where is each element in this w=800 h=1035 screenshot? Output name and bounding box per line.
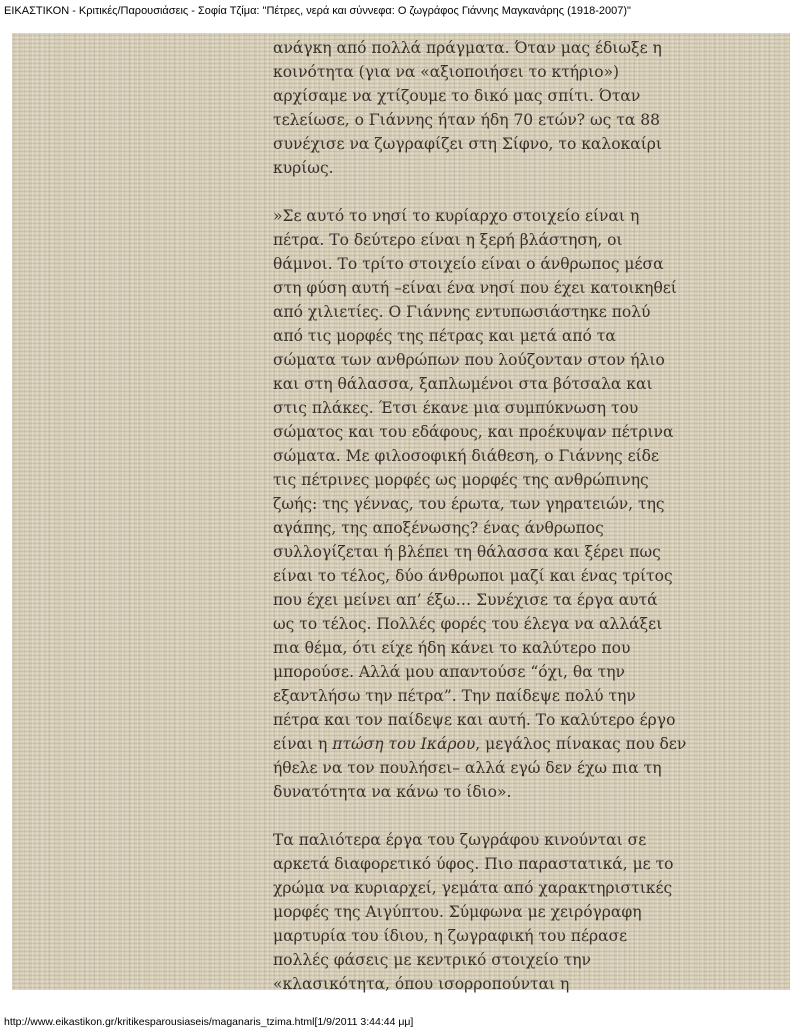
text-line: πέτρα. Το δεύτερο είναι η ξερή βλάστηση, οι: [273, 231, 623, 249]
text-line: ζωής: της γέννας, του έρωτα, των γηρατειών, της: [273, 495, 665, 513]
text-line: είναι η πτώση του Ικάρου, μεγάλος πίνακας που δεν: [273, 735, 687, 753]
text-line: ήθελε να τον πουλήσει– αλλά εγώ δεν έχω πια τη: [273, 759, 662, 777]
text-line: »Σε αυτό το νησί το κυρίαρχο στοιχείο είναι η: [273, 207, 640, 225]
article-text: [273, 36, 687, 996]
text-line: αρχίσαμε να χτίζουμε το δικό μας σπίτι. Όταν: [273, 87, 641, 105]
text-line: που έχει μείνει απ’ έξω… Συνέχισε τα έργα αυτά: [273, 591, 658, 609]
text-line: πια θέμα, ότι είχε ήδη κάνει το καλύτερο που: [273, 639, 631, 657]
text-line: κυρίως.: [273, 159, 334, 177]
paragraph: [273, 828, 674, 996]
text-line: ως το τέλος. Πολλές φορές του έλεγα να αλλάξει: [273, 615, 663, 633]
text-line: θάμνοι. Το τρίτο στοιχείο είναι ο άνθρωπος μέσα: [273, 255, 664, 273]
text-line: συλλογίζεται ή βλέπει τη θάλασσα και ξέρει πως: [273, 543, 661, 561]
text-line: μορφές της Αιγύπτου. Σύμφωνα με χειρόγραφη: [273, 903, 642, 921]
paragraph: [273, 204, 687, 804]
text-line: κοινότητα (για να «αξιοποιήσει το κτήριο»): [273, 63, 620, 81]
text-line: από τις μορφές της πέτρας και μετά από τα: [273, 327, 616, 345]
print-header-title: ΕΙΚΑΣΤΙΚΟΝ - Κριτικές/Παρουσιάσεις - Σοφία Τζίμα: "Πέτρες, νερά και σύννεφα: Ο ζωγράφος Γιάννης Μαγκανάρης (1918-2007)": [4, 5, 631, 17]
text-line: «κλασικότητα, όπου ισορροπούνται η: [273, 975, 570, 993]
text-line: από χιλιετίες. Ο Γιάννης εντυπωσιάστηκε πολύ: [273, 303, 651, 321]
text-line: συνέχισε να ζωγραφίζει στη Σίφνο, το καλοκαίρι: [273, 135, 662, 153]
text-line: μπορούσε. Αλλά μου απαντούσε “όχι, θα την: [273, 663, 625, 681]
text-line: είναι το τέλος, δύο άνθρωποι μαζί και ένας τρίτος: [273, 567, 673, 585]
text-line: τελείωσε, ο Γιάννης ήταν ήδη 70 ετών? ως τα 88: [273, 111, 660, 129]
text-line: και στη θάλασσα, ξαπλωμένοι στα βότσαλα και: [273, 375, 653, 393]
text-line: ανάγκη από πολλά πράγματα. Όταν μας έδιωξε η: [273, 39, 662, 57]
paragraph: [273, 36, 662, 180]
text-line: σώματα. Με φιλοσοφική διάθεση, ο Γιάννης είδε: [273, 447, 660, 465]
print-footer-url: http://www.eikastikon.gr/kritikesparousiaseis/maganaris_tzima.html[1/9/2011 3:44:44 μμ]: [4, 1016, 414, 1028]
text-line: πέτρα και τον παίδεψε και αυτή. Το καλύτερο έργο: [273, 711, 676, 729]
text-line: χρώμα να κυριαρχεί, γεμάτα από χαρακτηριστικές: [273, 879, 673, 897]
text-line: στις πλάκες. Έτσι έκανε μια συμπύκνωση του: [273, 399, 639, 417]
text-line: σώματος και του εδάφους, και προέκυψαν πέτρινα: [273, 423, 674, 441]
text-line: εξαντλήσω την πέτρα”. Την παίδεψε πολύ την: [273, 687, 636, 705]
text-line: μαρτυρία του ίδιου, η ζωγραφική του πέρασε: [273, 927, 628, 945]
text-line: πολλές φάσεις με κεντρικό στοιχείο την: [273, 951, 591, 969]
text-line: στη φύση αυτή –είναι ένα νησί που έχει κατοικηθεί: [273, 279, 677, 297]
text-line: αρκετά διαφορετικό ύφος. Πιο παραστατικά, με το: [273, 855, 674, 873]
text-line: τις πέτρινες μορφές ως μορφές της ανθρώπινης: [273, 471, 649, 489]
document-page: [12, 33, 790, 993]
text-line: αγάπης, της αποξένωσης? ένας άνθρωπος: [273, 519, 604, 537]
text-line: σώματα των ανθρώπων που λούζονταν στον ήλιο: [273, 351, 665, 369]
text-line: δυνατότητα να κάνω το ίδιο».: [273, 783, 512, 801]
text-line: Τα παλιότερα έργα του ζωγράφου κινούνται σε: [273, 831, 647, 849]
